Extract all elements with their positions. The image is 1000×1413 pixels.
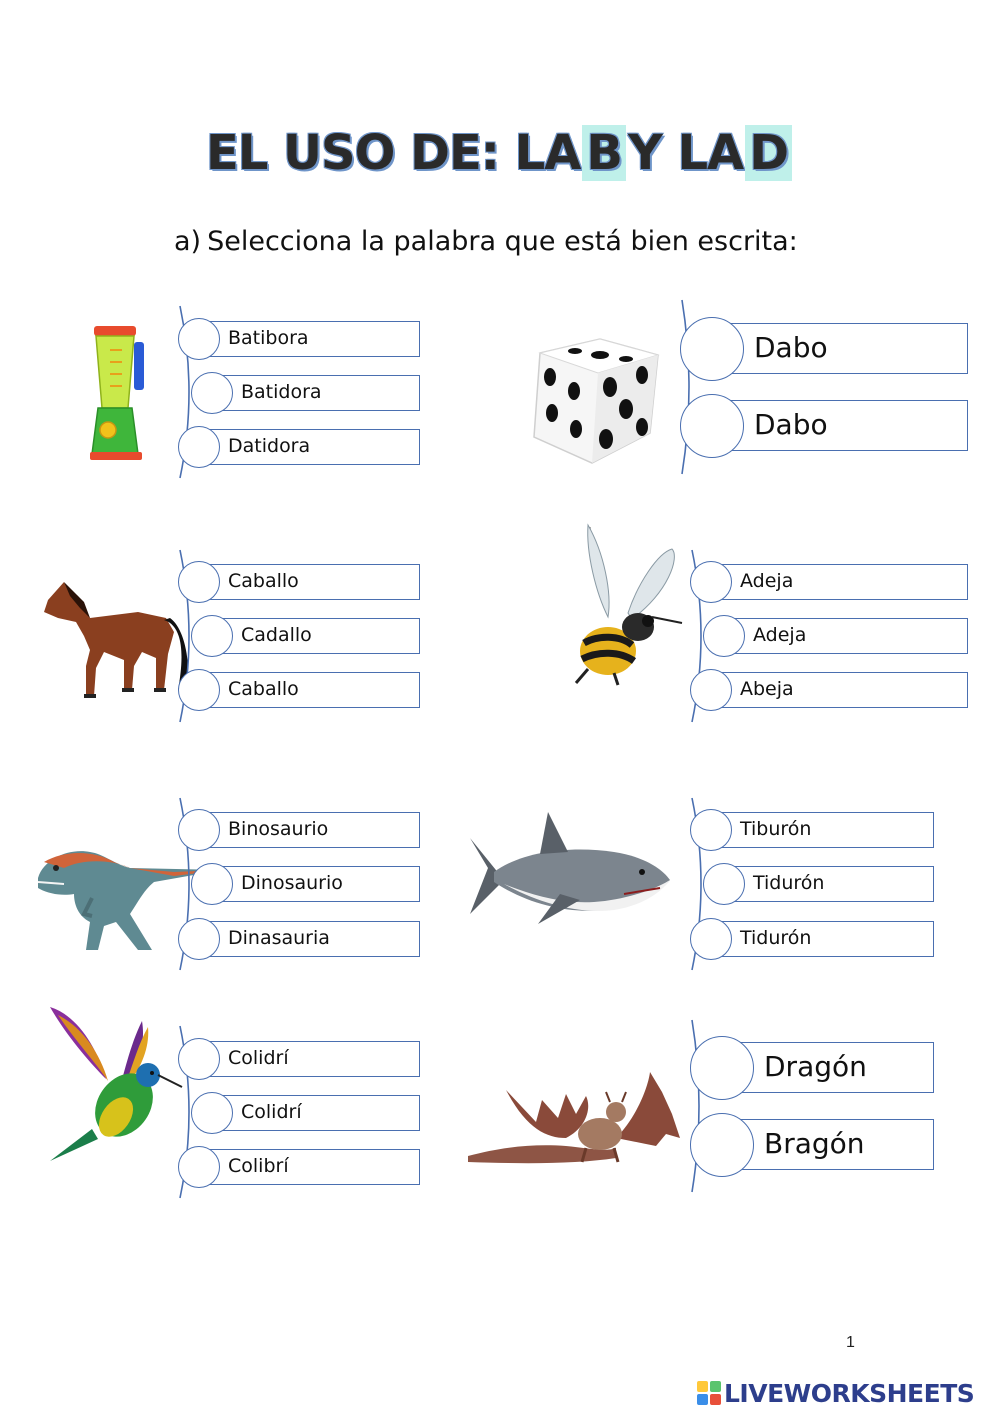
option-label: Colidrí — [228, 1047, 289, 1070]
option-label: Cadallo — [241, 624, 312, 647]
option-radio[interactable] — [690, 561, 732, 603]
option-label: Dabo — [754, 408, 828, 442]
option-label: Dragón — [764, 1050, 867, 1084]
dice-icon — [530, 333, 662, 467]
option-radio[interactable] — [690, 669, 732, 711]
option-box[interactable] — [712, 400, 968, 451]
title-letter-b: B — [582, 125, 626, 181]
page-title — [0, 125, 1000, 181]
option-label: Dinasauria — [228, 927, 330, 950]
option-radio[interactable] — [703, 615, 745, 657]
option-radio[interactable] — [178, 561, 220, 603]
liveworksheets-logo — [697, 1378, 974, 1408]
option-label: Colidrí — [241, 1101, 302, 1124]
option-radio[interactable] — [178, 1146, 220, 1188]
option-label: Tidurón — [740, 927, 812, 950]
option-radio[interactable] — [178, 318, 220, 360]
option-label: Dabo — [754, 331, 828, 365]
option-radio[interactable] — [191, 1092, 233, 1134]
option-label: Dinosaurio — [241, 872, 343, 895]
option-radio[interactable] — [680, 394, 744, 458]
option-label: Adeja — [753, 624, 807, 647]
title-letter-d: D — [745, 125, 792, 181]
option-radio[interactable] — [191, 863, 233, 905]
instruction-text: Selecciona la palabra que está bien escrita: — [207, 226, 798, 257]
dragon-icon — [466, 1068, 684, 1166]
option-label: Datidora — [228, 435, 311, 458]
title-part-2: Y LA — [627, 125, 744, 181]
option-box[interactable] — [712, 323, 968, 374]
brand-name: LIVEWORKSHEETS — [724, 1378, 975, 1408]
instruction-marker: a) — [174, 226, 202, 257]
option-label: Batibora — [228, 327, 309, 350]
option-label: Colibrí — [228, 1155, 289, 1178]
page-number: 1 — [846, 1334, 855, 1351]
option-radio[interactable] — [690, 1113, 754, 1177]
option-radio[interactable] — [703, 863, 745, 905]
option-label: Abeja — [740, 678, 794, 701]
instruction — [174, 226, 798, 257]
option-label: Caballo — [228, 570, 299, 593]
option-label: Bragón — [764, 1127, 865, 1161]
option-radio[interactable] — [178, 809, 220, 851]
title-part-1: EL USO DE: LA — [205, 125, 581, 181]
option-radio[interactable] — [690, 809, 732, 851]
blender-icon — [88, 322, 152, 462]
option-radio[interactable] — [690, 918, 732, 960]
horse-icon — [38, 578, 188, 703]
option-radio[interactable] — [178, 1038, 220, 1080]
option-label: Batidora — [241, 381, 322, 404]
hummingbird-icon — [46, 1005, 184, 1163]
option-label: Binosaurio — [228, 818, 329, 841]
option-radio[interactable] — [191, 372, 233, 414]
bee-icon — [568, 523, 688, 688]
option-radio[interactable] — [178, 918, 220, 960]
option-radio[interactable] — [680, 317, 744, 381]
option-label: Caballo — [228, 678, 299, 701]
liveworksheets-icon — [697, 1381, 721, 1405]
option-label: Adeja — [740, 570, 794, 593]
shark-icon — [464, 810, 672, 928]
option-radio[interactable] — [191, 615, 233, 657]
option-radio[interactable] — [178, 669, 220, 711]
option-label: Tidurón — [753, 872, 825, 895]
option-radio[interactable] — [178, 426, 220, 468]
option-label: Tiburón — [740, 818, 812, 841]
option-radio[interactable] — [690, 1036, 754, 1100]
